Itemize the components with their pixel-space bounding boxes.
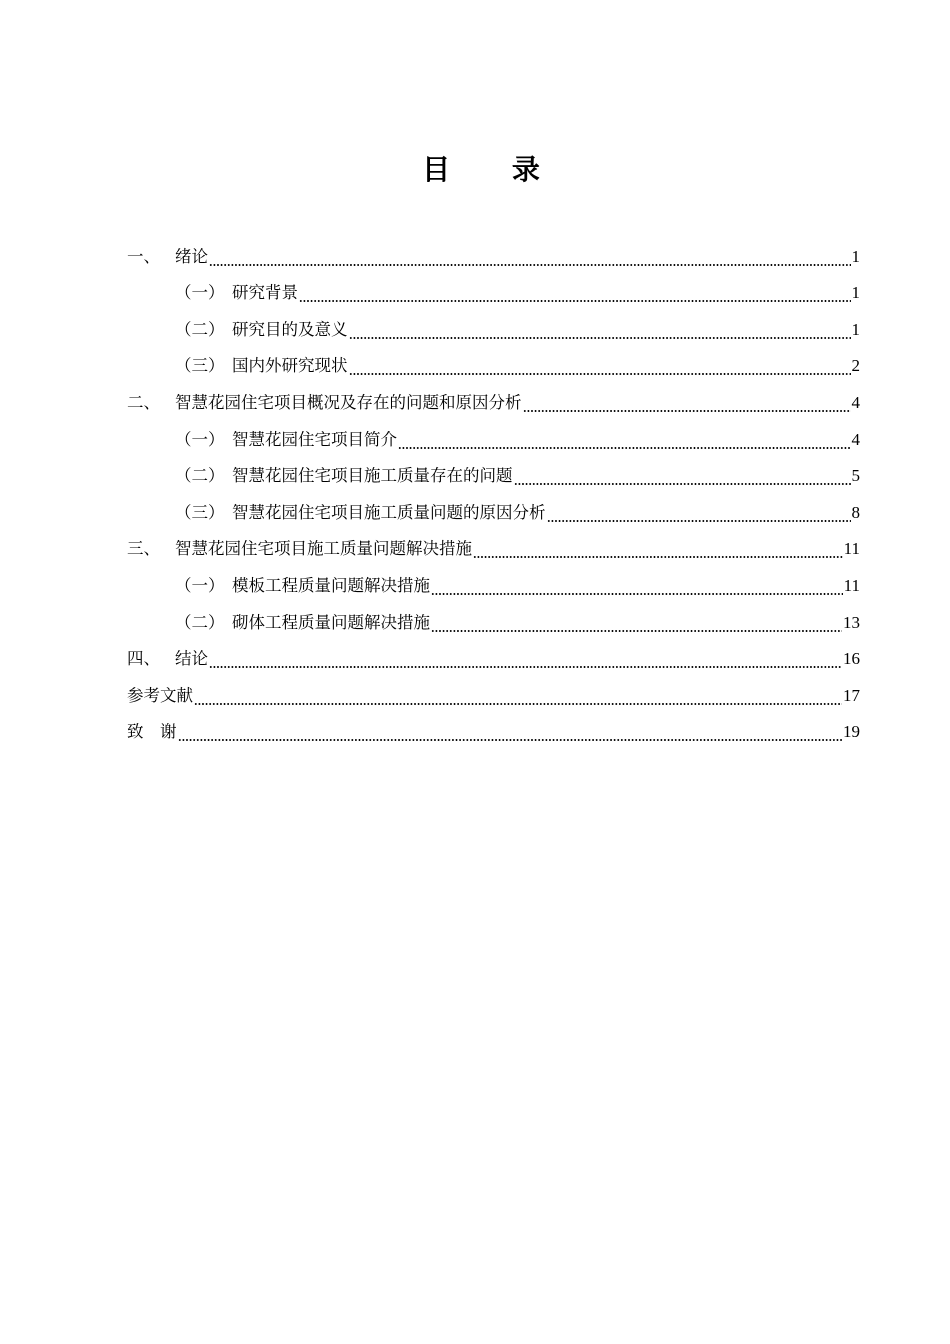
toc-entry-number: （一） [175,575,225,595]
toc-entry-title: 智慧花园住宅项目施工质量问题解决措施 [175,539,472,559]
toc-entry[interactable] [127,641,860,678]
toc-entry-number: （二） [175,612,225,632]
toc-entry[interactable] [127,384,860,421]
toc-leader-dots [299,277,851,303]
toc-entry-page: 4 [851,392,860,412]
toc-entry[interactable] [127,604,860,641]
toc-entry-page: 11 [843,539,860,559]
toc-entry-title: 结论 [175,649,208,669]
toc-entry-acknowledgements[interactable] [127,714,860,751]
toc-entry[interactable] [127,348,860,385]
toc-entry-number: 四、 [127,649,160,669]
toc-entry-number: 一、 [127,246,160,266]
toc-entry-number: （三） [175,356,225,376]
toc-entry-title: 智慧花园住宅项目施工质量存在的问题 [232,466,513,486]
toc-leader-dots [349,350,851,376]
toc-entry-page: 1 [851,319,860,339]
toc-entry-number: （三） [175,502,225,522]
table-of-contents [127,238,860,750]
toc-entry-title: 参考文献 [127,685,193,705]
toc-entry-title: 国内外研究现状 [232,356,348,376]
toc-entry-page: 1 [851,283,860,303]
toc-entry-page: 16 [843,649,860,669]
toc-entry-page: 13 [843,612,860,632]
toc-entry-number: （二） [175,319,225,339]
toc-entry-number: 三、 [127,539,160,559]
toc-entry[interactable] [127,311,860,348]
toc-entry-page: 5 [851,466,860,486]
toc-entry-page: 8 [851,502,860,522]
toc-entry-title: 智慧花园住宅项目简介 [232,429,397,449]
toc-entry-page: 1 [851,246,860,266]
toc-entry-number: （一） [175,429,225,449]
toc-entry-number: 二、 [127,392,160,412]
toc-entry-title: 智慧花园住宅项目概况及存在的问题和原因分析 [175,392,522,412]
toc-leader-dots [473,533,843,559]
toc-entry-number: （一） [175,283,225,303]
toc-entry-title: 研究目的及意义 [232,319,348,339]
toc-leader-dots [547,497,851,523]
toc-leader-dots [178,716,843,742]
toc-entry-title: 致 谢 [127,722,177,742]
toc-entry-title: 研究背景 [232,283,298,303]
toc-entry-title: 智慧花园住宅项目施工质量问题的原因分析 [232,502,546,522]
toc-entry-title: 砌体工程质量问题解决措施 [232,612,430,632]
toc-leader-dots [194,680,842,706]
toc-entry-page: 11 [843,575,860,595]
toc-entry-page: 19 [843,722,860,742]
toc-entry[interactable] [127,494,860,531]
toc-entry-number: （二） [175,466,225,486]
toc-entry[interactable] [127,421,860,458]
toc-leader-dots [209,241,851,267]
toc-entry-references[interactable] [127,677,860,714]
toc-title: 目 录 [422,153,566,186]
toc-leader-dots [209,643,842,669]
toc-entry[interactable] [127,238,860,275]
toc-leader-dots [523,387,851,413]
toc-entry-page: 17 [843,685,860,705]
toc-entry[interactable] [127,458,860,495]
toc-entry-page: 4 [851,429,860,449]
toc-entry-title: 模板工程质量问题解决措施 [232,575,430,595]
toc-entry[interactable] [127,275,860,312]
toc-entry-page: 2 [851,356,860,376]
toc-leader-dots [349,314,851,340]
toc-leader-dots [398,424,851,450]
toc-leader-dots [514,460,851,486]
toc-leader-dots [431,607,842,633]
toc-entry[interactable] [127,567,860,604]
toc-leader-dots [431,570,843,596]
toc-entry-title: 绪论 [175,246,208,266]
toc-entry[interactable] [127,531,860,568]
